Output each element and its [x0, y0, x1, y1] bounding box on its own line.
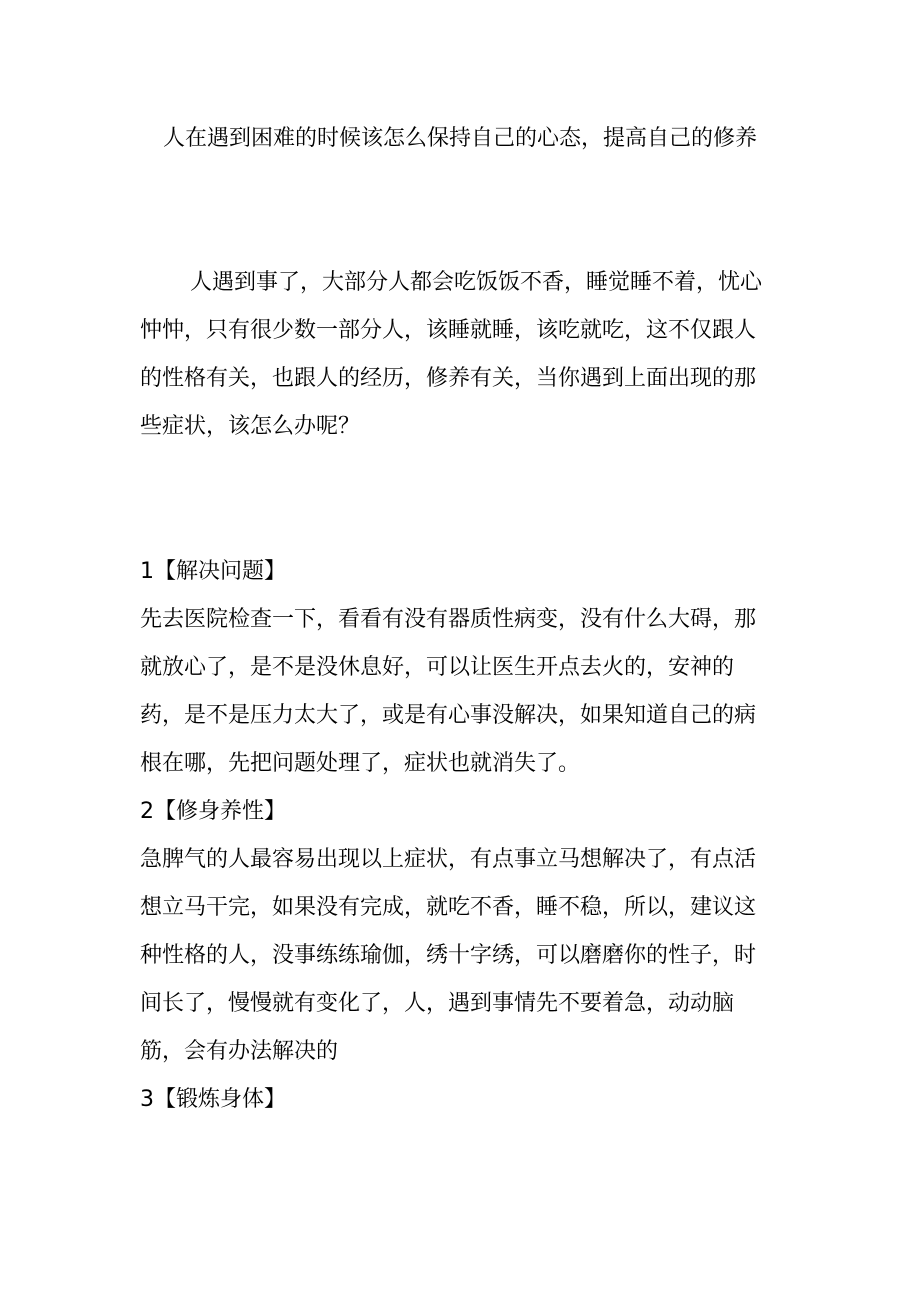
- section-1: [140, 548, 765, 788]
- document-content: [140, 259, 765, 1124]
- section-body-1: 先去医院检查一下，看看有没有器质性病变，没有什么大碍，那就放心了，是不是没休息好，可以让医生开点去火的，安神的药，是不是压力太大了，或是有心事没解决，如果知道自己的病根在哪，先把问题处理了，症状也就消失了。: [140, 607, 757, 776]
- section-3: [140, 1076, 765, 1124]
- section-heading-3: 3【锻炼身体】: [140, 1087, 286, 1112]
- section-body-2: 急脾气的人最容易出现以上症状，有点事立马想解决了，有点活想立马干完，如果没有完成，就吃不香，睡不稳，所以，建议这种性格的人，没事练练瑜伽，绣十字绣，可以磨磨你的性子，时间长了，慢慢就有变化了，人，遇到事情先不要着急，动动脑筋，会有办法解决的: [140, 847, 757, 1064]
- section-heading-1: 1【解决问题】: [140, 559, 286, 584]
- intro-paragraph: 人遇到事了，大部分人都会吃饭饭不香，睡觉睡不着，忧心忡忡，只有很少数一部分人，该睡就睡，该吃就吃，这不仅跟人的性格有关，也跟人的经历，修养有关，当你遇到上面出现的那些症状，该怎么办呢？: [140, 270, 763, 439]
- document-title: 人在遇到困难的时候该怎么保持自己的心态，提高自己的修养: [162, 126, 757, 151]
- paragraph-spacer: [140, 451, 765, 548]
- section-2: [140, 788, 765, 1076]
- section-heading-2: 2【修身养性】: [140, 799, 286, 824]
